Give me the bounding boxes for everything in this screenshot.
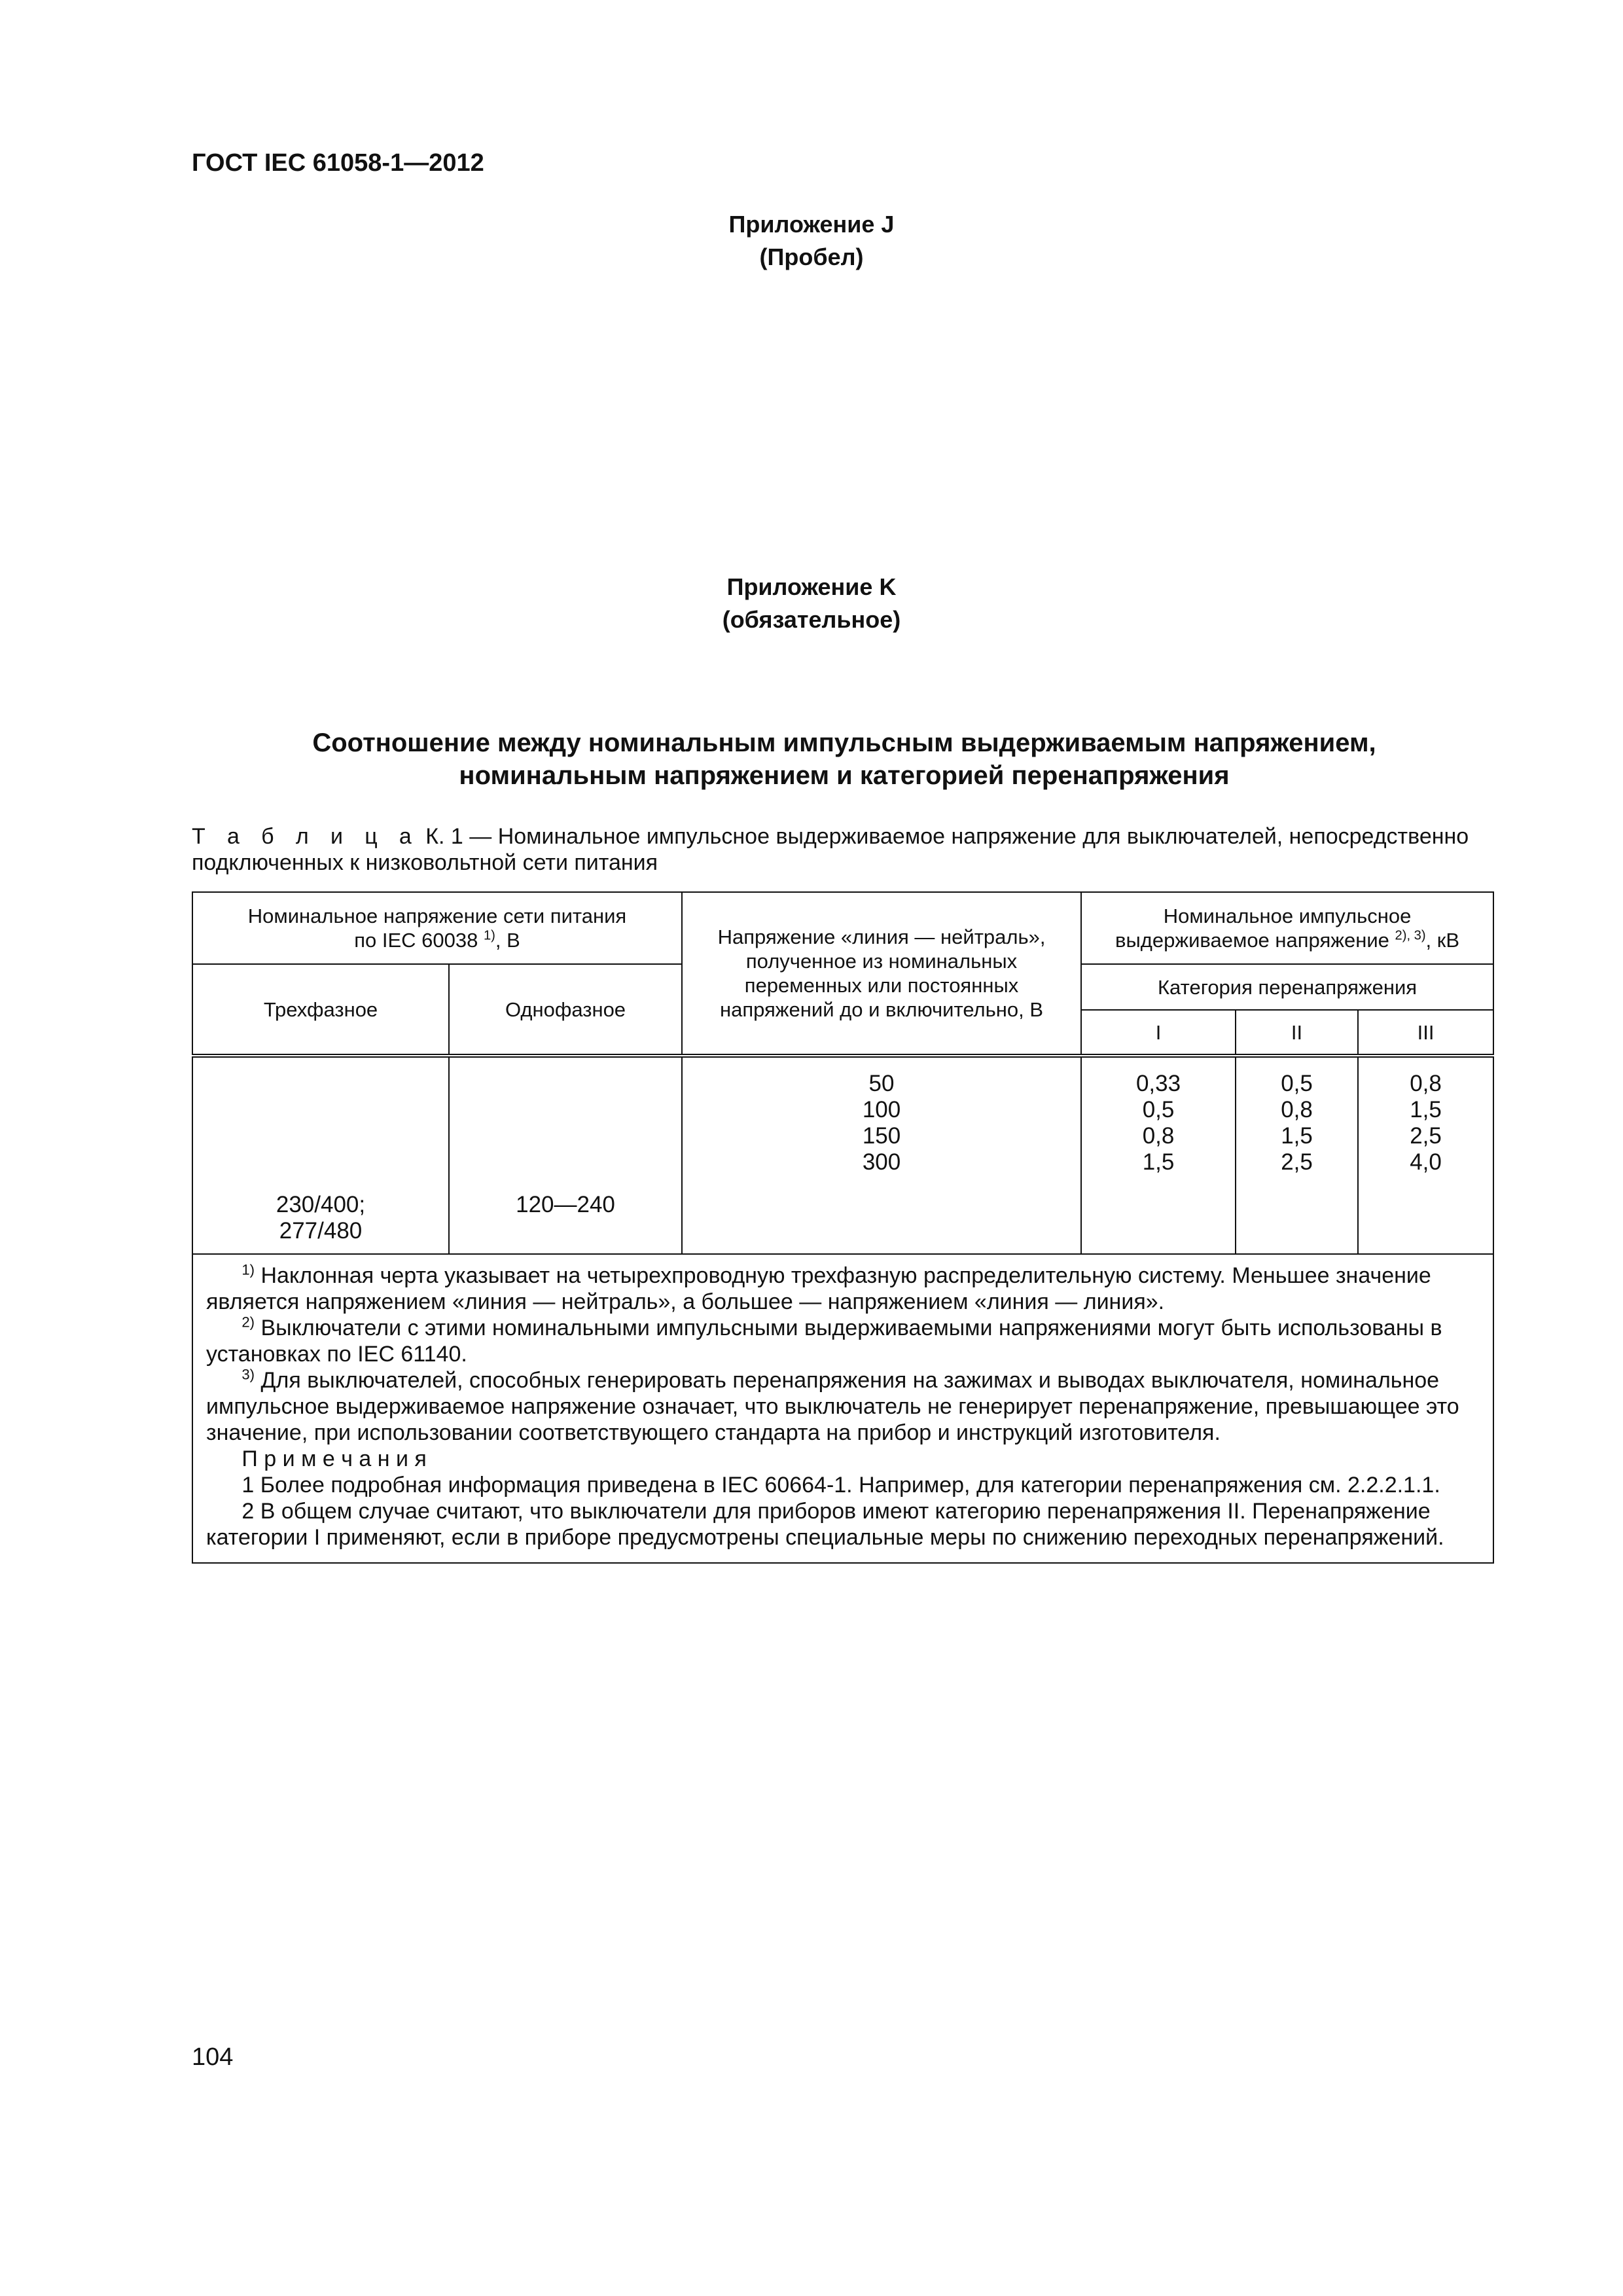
annex-j-title: Приложение J bbox=[728, 211, 895, 238]
footnote-3 bbox=[206, 1367, 1480, 1446]
header-overvoltage-category: Категория перенапряжения bbox=[1081, 964, 1493, 1010]
header-single-phase: Однофазное bbox=[449, 964, 682, 1056]
cat-1-value: 0,8 bbox=[1142, 1123, 1175, 1149]
line-neutral-value: 50 bbox=[868, 1071, 895, 1096]
three-phase-value-2: 277/480 bbox=[279, 1218, 363, 1244]
cat-3-value: 0,8 bbox=[1410, 1071, 1442, 1096]
cell-cat-3 bbox=[1358, 1056, 1493, 1254]
header-impulse-voltage bbox=[1081, 892, 1493, 964]
header-mains-voltage bbox=[192, 892, 682, 964]
cat-1-value: 1,5 bbox=[1142, 1149, 1175, 1175]
line-neutral-value: 300 bbox=[862, 1149, 901, 1175]
footnote-2-text: Выключатели с этими номинальными импульсными выдерживаемыми напряжениями могут быть использованы в установках по IEC 61140. bbox=[206, 1316, 1442, 1367]
cat-1-value: 0,5 bbox=[1142, 1097, 1175, 1122]
annex-k-heading bbox=[0, 571, 1623, 636]
cell-cat-1 bbox=[1081, 1056, 1236, 1254]
header-impulse-unit: , кВ bbox=[1425, 929, 1460, 952]
cat-3-value: 2,5 bbox=[1410, 1123, 1442, 1149]
table-caption bbox=[192, 823, 1501, 876]
cell-line-neutral bbox=[682, 1056, 1081, 1254]
footnote-3-text: Для выключателей, способных генерировать перенапряжения на зажимах и выводах выключателя, номинальное импульсное выдерживаемое напряжение означает, что выключатель не генерирует перенапряжение, превышающее это значение, при использовании соответствующего стандарта на прибор и инструкций изготовителя. bbox=[206, 1368, 1459, 1445]
footnote-1 bbox=[206, 1263, 1480, 1315]
header-mains-voltage-line1: Номинальное напряжение сети питания bbox=[247, 905, 627, 927]
header-impulse-line2: выдерживаемое напряжение bbox=[1115, 929, 1389, 952]
footnote-ref-1: 1) bbox=[483, 928, 495, 943]
footnote-2-mark: 2) bbox=[241, 1314, 255, 1331]
annex-j-subtitle: (Пробел) bbox=[759, 243, 864, 270]
cat-1-value: 0,33 bbox=[1135, 1071, 1181, 1096]
section-title bbox=[196, 726, 1492, 792]
three-phase-value-1: 230/400; bbox=[276, 1192, 366, 1217]
section-title-line2: номинальным напряжением и категорией перенапряжения bbox=[459, 761, 1230, 790]
voltage-table bbox=[192, 891, 1494, 1564]
notes-label: П р и м е ч а н и я bbox=[241, 1446, 427, 1471]
section-title-line1: Соотношение между номинальным импульсным выдерживаемым напряжением, bbox=[312, 728, 1376, 757]
header-cat-2: II bbox=[1236, 1010, 1358, 1056]
header-mains-voltage-unit: , В bbox=[495, 929, 520, 952]
line-neutral-value: 100 bbox=[862, 1097, 901, 1122]
cat-2-value: 2,5 bbox=[1281, 1149, 1313, 1175]
header-cat-3: III bbox=[1358, 1010, 1493, 1056]
header-three-phase: Трехфазное bbox=[192, 964, 449, 1056]
table-caption-label: Т а б л и ц а bbox=[192, 824, 419, 849]
footnote-1-mark: 1) bbox=[241, 1261, 255, 1278]
table-footnotes bbox=[192, 1254, 1493, 1563]
header-impulse-line1: Номинальное импульсное bbox=[1163, 905, 1412, 927]
document-code: ГОСТ IEC 61058-1—2012 bbox=[192, 149, 484, 177]
table-caption-text: К. 1 — Номинальное импульсное выдерживаемое напряжение для выключателей, непосредственно подключенных к низковольтной сети питания bbox=[192, 824, 1469, 875]
cat-2-value: 0,8 bbox=[1281, 1097, 1313, 1122]
header-line-neutral: Напряжение «линия — нейтраль», полученное из номинальных переменных или постоянных напряжений до и включительно, В bbox=[682, 892, 1081, 1056]
line-neutral-value: 150 bbox=[862, 1123, 901, 1149]
cat-3-value: 1,5 bbox=[1410, 1097, 1442, 1122]
cat-2-value: 1,5 bbox=[1281, 1123, 1313, 1149]
note-2: 2 В общем случае считают, что выключатели для приборов имеют категорию перенапряжения II. Перенапряжение категории I применяют, если в приборе предусмотрены специальные меры по снижению переходных перенапряжений. bbox=[206, 1499, 1444, 1550]
footnote-ref-2-3: 2), 3) bbox=[1395, 928, 1426, 943]
annex-j-heading bbox=[0, 208, 1623, 274]
page-number: 104 bbox=[192, 2043, 234, 2071]
footnote-1-text: Наклонная черта указывает на четырехпроводную трехфазную распределительную систему. Меньшее значение является напряжением «линия — нейтраль», а большее — напряжением «линия — линия». bbox=[206, 1263, 1431, 1314]
note-1: 1 Более подробная информация приведена в IEC 60664-1. Например, для категории перенапряжения см. 2.2.2.1.1. bbox=[241, 1473, 1440, 1498]
table-row bbox=[192, 1056, 1493, 1254]
cell-cat-2 bbox=[1236, 1056, 1358, 1254]
cell-three-phase bbox=[192, 1056, 449, 1254]
annex-k-subtitle: (обязательное) bbox=[722, 606, 901, 633]
header-mains-voltage-line2: по IEC 60038 bbox=[354, 929, 478, 952]
header-cat-1: I bbox=[1081, 1010, 1236, 1056]
cell-single-phase: 120—240 bbox=[449, 1056, 682, 1254]
footnote-2 bbox=[206, 1315, 1480, 1367]
cat-2-value: 0,5 bbox=[1281, 1071, 1313, 1096]
cat-3-value: 4,0 bbox=[1410, 1149, 1442, 1175]
footnote-3-mark: 3) bbox=[241, 1366, 255, 1383]
annex-k-title: Приложение K bbox=[726, 573, 897, 600]
